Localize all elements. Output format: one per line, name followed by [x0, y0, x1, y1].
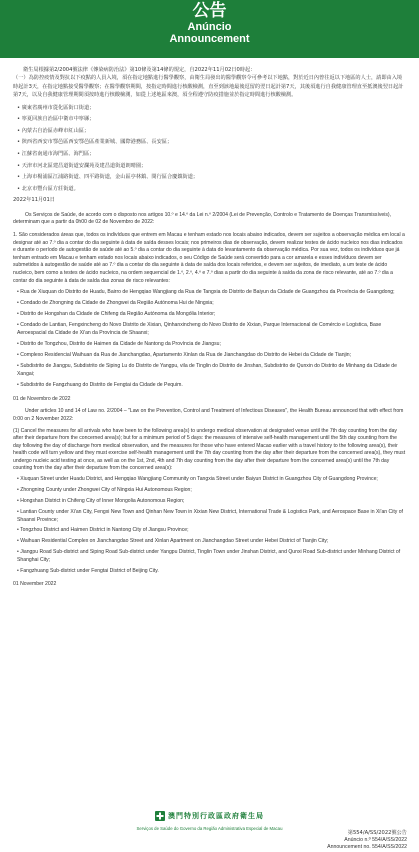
en-bullet: • Lantian County under Xi'an City, Fengxi New Town and Qinhan New Town in Xixian New District, International Trade & Logistics Park, and Aerospace Base in Xi'an City of Shaanxi Province; — [17, 509, 403, 523]
en-para1: (1) Cancel the measures for all arrivals who have been to the following area(s) to undergo medical observation at designated venue until the 7th day counting from the day after their departure from the concerned area(s); but for a minimum period of 5 days: the measures of intensive self-health management until the 5th day counting from the day following the day of discharge from medical observation, and the measures for those who have entered Macao earlier with a travel history to the following area(s), their health code will turn yellow and they must exercise self-health management until the 7th day counting from the day after their departure from the concerned area(s), they must undergo nucleic acid testing at once, as well as on the 1st, 2nd, 4th and 7th day counting from the day after their departure from the concerned area(s) until the 7th day counting from the day after their departure from the concerned area(s): — [13, 427, 406, 471]
zh-bullet: • 寧夏回族自治區中衛市中寧縣； — [17, 116, 95, 123]
en-date: 01 November 2022 — [13, 580, 57, 587]
department-name-zh: 澳門特別行政區政府衛生局 — [168, 812, 264, 820]
en-bullet: • Zhongning County under Zhongwei City of Ningxia Hui Autonomous Region; — [17, 487, 192, 494]
en-intro: Under articles 10 and 14 of Law no. 2/2004 – "Law on the Prevention, Control and Treatment of Infectious Diseases", the Health Bureau announced that with effect from 0:00 on 2 November 2022: — [13, 408, 404, 422]
number-pt: Anúncio n.º 554/A/SS/2022 — [344, 836, 407, 843]
issuer-footer — [0, 808, 419, 832]
pt-bullet: • Condado de Lantian, Fengxincheng do Novo Distrito de Xixian, Qinhanxincheng do Novo Distrito de Xixian, Parque Internacional de Comércio e Logística, Base Aeroespacial da Cidade de Xi'an da Província de Shaanxi; — [17, 322, 382, 336]
en-bullet: • Hongshan District in Chifeng City of Inner Mongolia Autonomous Region; — [17, 498, 185, 505]
zh-date: 2022年11月01日 — [13, 197, 55, 204]
chinese-section — [13, 66, 406, 205]
title-zh: 公告 — [192, 1, 227, 21]
announcement-header — [0, 0, 419, 58]
pt-bullet: • Subdistrito de Fangzhuang do Distrito de Fengtai da Cidade de Pequim. — [17, 381, 183, 388]
pt-bullet: • Distrito de Tongzhou, Distrito de Haimen da Cidade de Nantong da Província de Jiangsu; — [17, 341, 221, 348]
zh-bullet: • 廣東省廣州市從化區街口街道； — [17, 104, 95, 111]
zh-bullet: • 內蒙古自治區赤峰市紅山區； — [17, 127, 90, 134]
health-bureau-logo-icon — [155, 811, 165, 821]
pt-bullet: • Subdistrito de Jiangpu, Subdistrito de Siping Lu do Distrito de Yangpu, vila de Tinglin do Distrito de Jinshan, Subdistrito de Qunxin do Distrito de Minhang da Cidade de Xangai; — [17, 363, 397, 377]
zh-bullet: • 北京市豐台區方莊街道。 — [17, 185, 79, 192]
pt-bullet: • Rua de Xiuquan do Distrito de Huadu, Bairro de Hengqiao Wangjiang da Rua de Tangxia do Distrito de Baiyun da Cidade de Guangzhou da Província de Guangdong; — [17, 289, 395, 296]
zh-para1: （一）為防控疫情及對抗以下疫點的人員入境，須在指定地點進行醫學觀察，由衛生局發出的醫學觀察令可參考以下地點，對於近日內曾往返以下地區的人士，請即由入境時起計3天，在指定地點接受醫學觀察；在醫學觀察期間，按指定時間進行核酸檢測，直至到該地最後逗留的翌日起計第7天，其後須進行自我健康管理直至抵澳後翌日起計第7天，以及自我健康管理期間須按時進行核酸檢測，如從上述地區來澳，須全程遵守防疫措施並於指定時間進行核酸檢測。 — [13, 75, 404, 99]
number-zh: 第554/A/SS/2022號公告 — [347, 830, 407, 836]
pt-bullet: • Complexo Residencial Waihuan da Rua de Jianchangdao, Apartamento Xinlan da Rua de Jianchangdao do Distrito de Hebei da Cidade de Tianjin; — [17, 352, 352, 359]
announcement-numbers — [327, 830, 407, 850]
title-pt: Anúncio — [187, 21, 232, 33]
zh-bullet: • 上海市楊浦區江浦路街道、四平路街道，金山區亭林鎮、閔行區合慶鎮街道； — [17, 174, 199, 181]
department-name-pt: Serviços de Saúde do Governo da Região Administrativa Especial de Macau — [136, 826, 283, 831]
zh-bullet: • 江蘇省南通市海門區、海門區； — [17, 151, 95, 157]
en-bullet: • Xiuquan Street under Huadu District, and Hengqiao Wangjiang Community on Tangxia Street under Baiyun District in Guangzhou City of Guangdong Province; — [17, 476, 378, 483]
en-bullet: • Fangzhuang Sub-district under Fengtai District of Beijing City. — [17, 567, 159, 574]
pt-intro: Os Serviços de Saúde, de acordo com o disposto nos artigos 10.º e 14.º da Lei n.º 2/2004 (Lei de Prevenção, Controlo e Tratamento de Doenças Transmissíveis), determinam que a partir da 0h00 de 02 de Novembro de 2022: — [13, 211, 392, 226]
title-en: Announcement — [169, 33, 250, 45]
zh-bullet: • 天津市河北區建昌道街道安瀾苑及建昌道街道朗晴園； — [17, 162, 147, 169]
pt-bullet: • Distrito de Hongshan da Cidade de Chifeng da Região Autónoma da Mongólia Interior; — [17, 311, 216, 318]
zh-bullet: • 陝西省西安市鄠邑區西安鄠邑區產業新城、國際港務區、長安區； — [17, 139, 173, 146]
announcement-body — [0, 58, 419, 588]
pt-bullet: • Condado de Zhongning da Cidade de Zhongwei da Região Autónoma Hui de Ningxia; — [17, 300, 214, 307]
en-bullet: • Waihuan Residential Complex on Jianchangdao Street and Xinlan Apartment on Jianchangdao Street under Hebei District of Tianjin City; — [17, 538, 329, 545]
number-en: Announcement no. 554/A/SS/2022 — [327, 843, 407, 850]
english-section — [13, 408, 406, 588]
portuguese-section — [13, 212, 406, 403]
zh-intro: 衛生局根據第2/2004號法律《傳染病防治法》第10條及第14條的規定，自2022年11月02日0時起： — [23, 67, 256, 73]
pt-date: 01 de Novembro de 2022 — [13, 395, 71, 402]
en-bullet: • Tongzhou District and Haimen District in Nantong City of Jiangsu Province; — [17, 527, 189, 534]
en-bullet: • Jiangpu Road Sub-district and Siping Road Sub-district under Yangpu District, Tinglin Town under Jinshan District, and Qunxi Road Sub-district under Minhang District of Shanghai City; — [17, 549, 401, 563]
pt-para1: 1. São considerados áreas que, todos os indivíduos que entrem em Macau e tenham estado nos locais abaixo indicados, devem ser sujeitos a observação médica em local a designar até ao 7.º dia a contar do dia seguinte à data de saída desses locais; nos primeiros dias de observação, devem realizar testes de ácido nucleico nos dias indicados e durante o período de autogestão de saúde até ao 5.º dia a contar do dia seguinte à data do levantamento da observação médica. Por sua vez, todos os indivíduos que já tenham entrado em Macau e tenham estado nos locais abaixo indicados, o seu Código de Saúde será convertido para a cor amarela e esses indivíduos devem ser submetidos à autogestão de saúde até ao 7.º dia a contar do dia seguinte à data de saída dos locais referidos, e devem ser sujeitos, de imediato, a um teste de ácido nucleico, bem como a testes de ácido nucleico, na ordem sequencial de 1.º, 2.º, 4.º e 7.º dias a partir do dia seguinte à saída da zona de risco relevante, até ao 7.º dia a contar do dia seguinte à data de saída das zonas de risco relevantes: — [13, 231, 405, 284]
